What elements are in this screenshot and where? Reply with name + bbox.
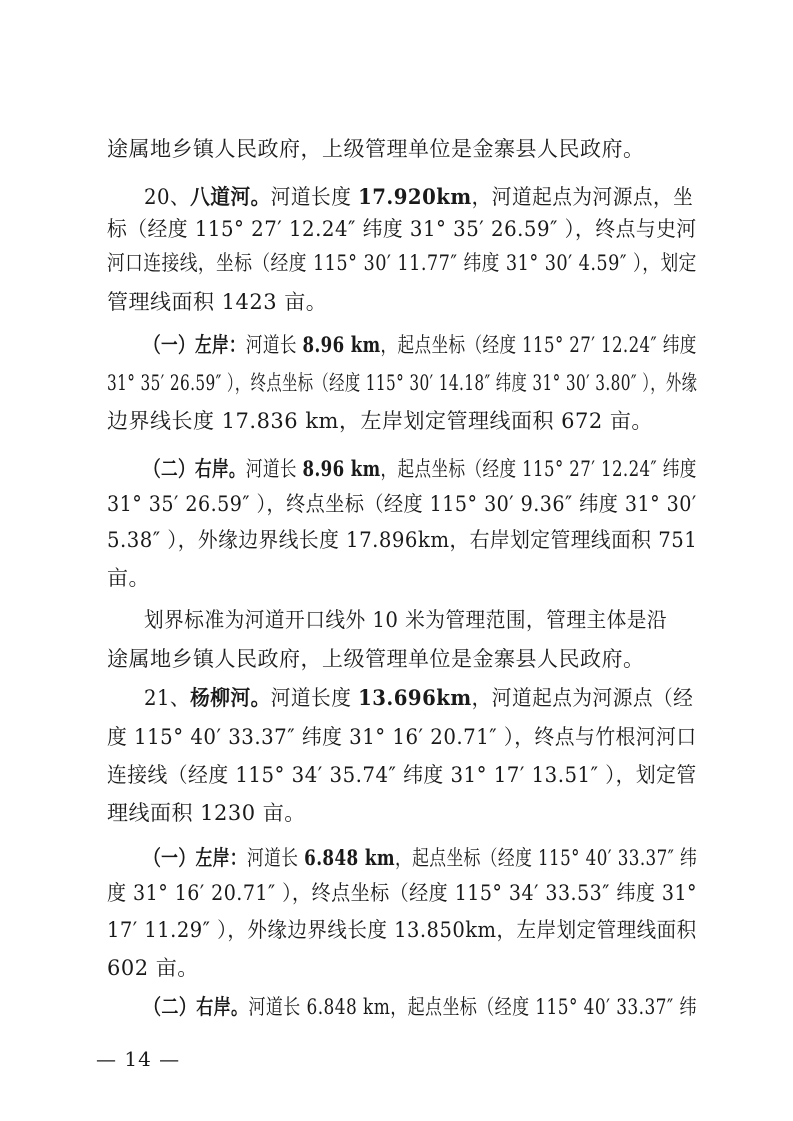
- text-line: 途属地乡镇人民政府，上级管理单位是金寨县人民政府。: [107, 647, 645, 671]
- right-bank-heading-line: （二）右岸。河道长 8.96 km，起点坐标（经度 115° 27′ 12.24″ 纬度: [144, 456, 697, 481]
- text-line: 31° 35′ 26.59″ ），终点坐标（经度 115° 30′ 14.18″ 纬度 31° 30′ 3.80″ ），外缘: [107, 371, 698, 395]
- text-line: 亩。: [107, 566, 150, 590]
- text-line: 602 亩。: [107, 956, 199, 980]
- right-bank-heading-line: （二）右岸。河道长 6.848 km，起点坐标（经度 115° 40′ 33.37″ 纬: [144, 994, 697, 1019]
- text-line: 31° 35′ 26.59″ ），终点坐标（经度 115° 30′ 9.36″ 纬度 31° 30′: [107, 492, 697, 516]
- text-line: 度 115° 40′ 33.37″ 纬度 31° 16′ 20.71″ ），终点与竹根河河口: [107, 725, 697, 749]
- text-line: 连接线（经度 115° 34′ 35.74″ 纬度 31° 17′ 13.51″ ），划定管: [107, 763, 697, 787]
- text-line: 途属地乡镇人民政府，上级管理单位是金寨县人民政府。: [107, 137, 645, 161]
- left-bank-heading-line: （一）左岸：河道长 8.96 km，起点坐标（经度 115° 27′ 12.24″ 纬度: [144, 332, 697, 357]
- page-number: — 14 —: [96, 1047, 181, 1071]
- text-line: 管理线面积 1423 亩。: [107, 290, 328, 314]
- text-line: 17′ 11.29″ ），外缘边界线长度 13.850km，左岸划定管理线面积: [107, 918, 697, 942]
- left-bank-heading-line: （一）左岸：河道长 6.848 km，起点坐标（经度 115° 40′ 33.37″ 纬: [144, 845, 698, 870]
- text-line: 标（经度 115° 27′ 12.24″ 纬度 31° 35′ 26.59″ ），终点与史河: [107, 217, 697, 241]
- text-line: 划界标准为河道开口线外 10 米为管理范围，管理主体是沿: [144, 608, 668, 632]
- text-line: 5.38″ ），外缘边界线长度 17.896km，右岸划定管理线面积 751: [107, 528, 698, 552]
- text-line: 河口连接线，坐标（经度 115° 30′ 11.77″ 纬度 31° 30′ 4.59″ ），划定: [107, 251, 697, 275]
- section-heading-line: 20、八道河。河道长度 17.920km，河道起点为河源点，坐: [144, 184, 694, 209]
- text-line: 理线面积 1230 亩。: [107, 801, 306, 825]
- text-line: 度 31° 16′ 20.71″ ），终点坐标（经度 115° 34′ 33.53″ 纬度 31°: [107, 881, 698, 905]
- section-heading-line: 21、杨柳河。河道长度 13.696km，河道起点为河源点（经: [144, 685, 694, 710]
- text-line: 边界线长度 17.836 km，左岸划定管理线面积 672 亩。: [107, 409, 653, 433]
